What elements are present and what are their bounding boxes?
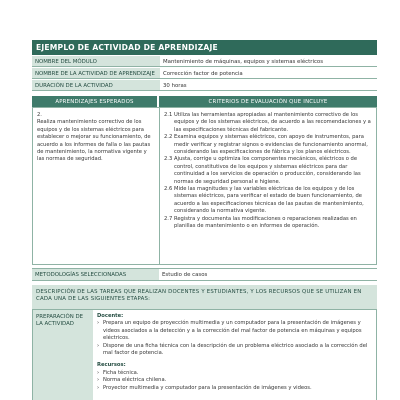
- recursos-list: [97, 370, 373, 392]
- recursos-item: › Proyector multimedia y computador para la presentación de imágenes y videos.: [97, 385, 373, 392]
- docente-item: › Prepara un equipo de proyección multimedia y un computador para la presentación de imágenes y videos asociados a la detección y a la corrección del mal factor de potencia en máquinas y equipos eléctricos.: [97, 320, 373, 342]
- criteria-number: 2.1: [164, 112, 173, 118]
- learning-text: Realiza mantenimiento correctivo de los equipos y de los sistemas eléctricos para establecer o mejorar su funcionamiento, de acuerdo a los informes de falla o las pautas de mantenimiento, la normativa vigente y las normas de seguridad.: [37, 119, 151, 163]
- info-label: NOMBRE DE LA ACTIVIDAD DE APRENDIZAJE: [32, 68, 160, 78]
- info-row-module: [32, 56, 377, 67]
- info-table: [32, 56, 377, 96]
- info-value: Corrección factor de potencia: [163, 71, 243, 77]
- criteria-text: Examina equipos y sistemas eléctricos, con apoyo de instrumentos, para medir verificar y registrar signos o evidencias de funcionamiento anormal, considerando las especificaciones de fábrica y los planos eléctricos.: [174, 134, 368, 156]
- description-band: DESCRIPCIÓN DE LAS TAREAS QUE REALIZAN DOCENTES Y ESTUDIANTES, Y LOS RECURSOS QUE SE UTILIZAN EN CADA UNA DE LAS SIGUIENTES ETAPAS:: [32, 285, 377, 309]
- info-label: DURACIÓN DE LA ACTIVIDAD: [32, 80, 160, 90]
- methodology-value: Estudio de casos: [162, 272, 208, 278]
- criteria-item: [164, 156, 372, 186]
- criteria-cell: [159, 107, 377, 265]
- info-value: 30 horas: [163, 83, 187, 89]
- recursos-title: Recursos:: [97, 362, 126, 369]
- preparation-content: [97, 313, 373, 392]
- criteria-number: 2.2: [164, 134, 173, 141]
- document-page: [28, 0, 377, 400]
- criteria-item: [164, 112, 372, 134]
- methodology-label: METODOLOGÍAS SELECCIONADAS: [32, 269, 159, 280]
- methodology-row: [32, 268, 377, 281]
- criteria-text: Utiliza las herramientas apropiadas al mantenimiento correctivo de los equipos y de los sistemas eléctricos, de acuerdo a las recomendaciones y a las especificaciones técnicas del fabricante.: [174, 112, 371, 133]
- criteria-text: Registra y documenta las modificaciones o reparaciones realizadas en planillas de mantenimiento o en informes de operación.: [174, 215, 357, 230]
- preparation-section: [32, 309, 377, 400]
- docente-item: › Dispone de una ficha técnica con la descripción de un problema eléctrico asociado a la corrección del mal factor de potencia.: [97, 343, 373, 358]
- docente-title: Docente:: [97, 313, 124, 319]
- criteria-number: 2.7: [164, 215, 173, 222]
- info-row-duration: [32, 80, 377, 91]
- info-label: NOMBRE DEL MÓDULO: [32, 56, 160, 66]
- info-row-activity: [32, 68, 377, 79]
- criteria-item: [164, 216, 372, 231]
- learning-number: 2.: [37, 112, 42, 118]
- criteria-item: [164, 134, 372, 156]
- criteria-number: 2.6: [164, 186, 173, 193]
- recursos-item: › Ficha técnica.: [97, 370, 373, 377]
- recursos-item: › Norma eléctrica chilena.: [97, 377, 373, 384]
- criteria-number: 2.3: [164, 156, 173, 163]
- criteria-list: [160, 108, 376, 235]
- preparation-label: PREPARACIÓN DE LA ACTIVIDAD: [33, 310, 93, 400]
- criteria-header: CRITERIOS DE EVALUACIÓN QUE INCLUYE: [159, 96, 377, 107]
- criteria-item: [164, 186, 372, 216]
- page-top-margin: [28, 0, 377, 34]
- criteria-text: Mide las magnitudes y las variables eléctricas de los equipos y de los sistemas eléctricos, para verificar el estado de buen funcionamiento, de acuerdo a las especificaciones técnicas de las pautas de mantenimiento, considerando la normativa vigente.: [174, 186, 364, 215]
- learning-header: APRENDIZAJES ESPERADOS: [32, 96, 157, 107]
- learning-cell: [32, 107, 159, 265]
- criteria-text: Ajusta, corrige u optimiza los componentes mecánicos, eléctricos o de control, constitutivos de los equipos y sistemas eléctricos para dar continuidad a los servicios de operación o producción, considerando las normas de seguridad personal e higiene.: [174, 156, 361, 185]
- docente-list: [97, 320, 373, 357]
- info-value: Mantenimiento de máquinas, equipos y sistemas eléctricos: [163, 59, 324, 65]
- activity-title: EJEMPLO DE ACTIVIDAD DE APRENDIZAJE: [32, 40, 377, 55]
